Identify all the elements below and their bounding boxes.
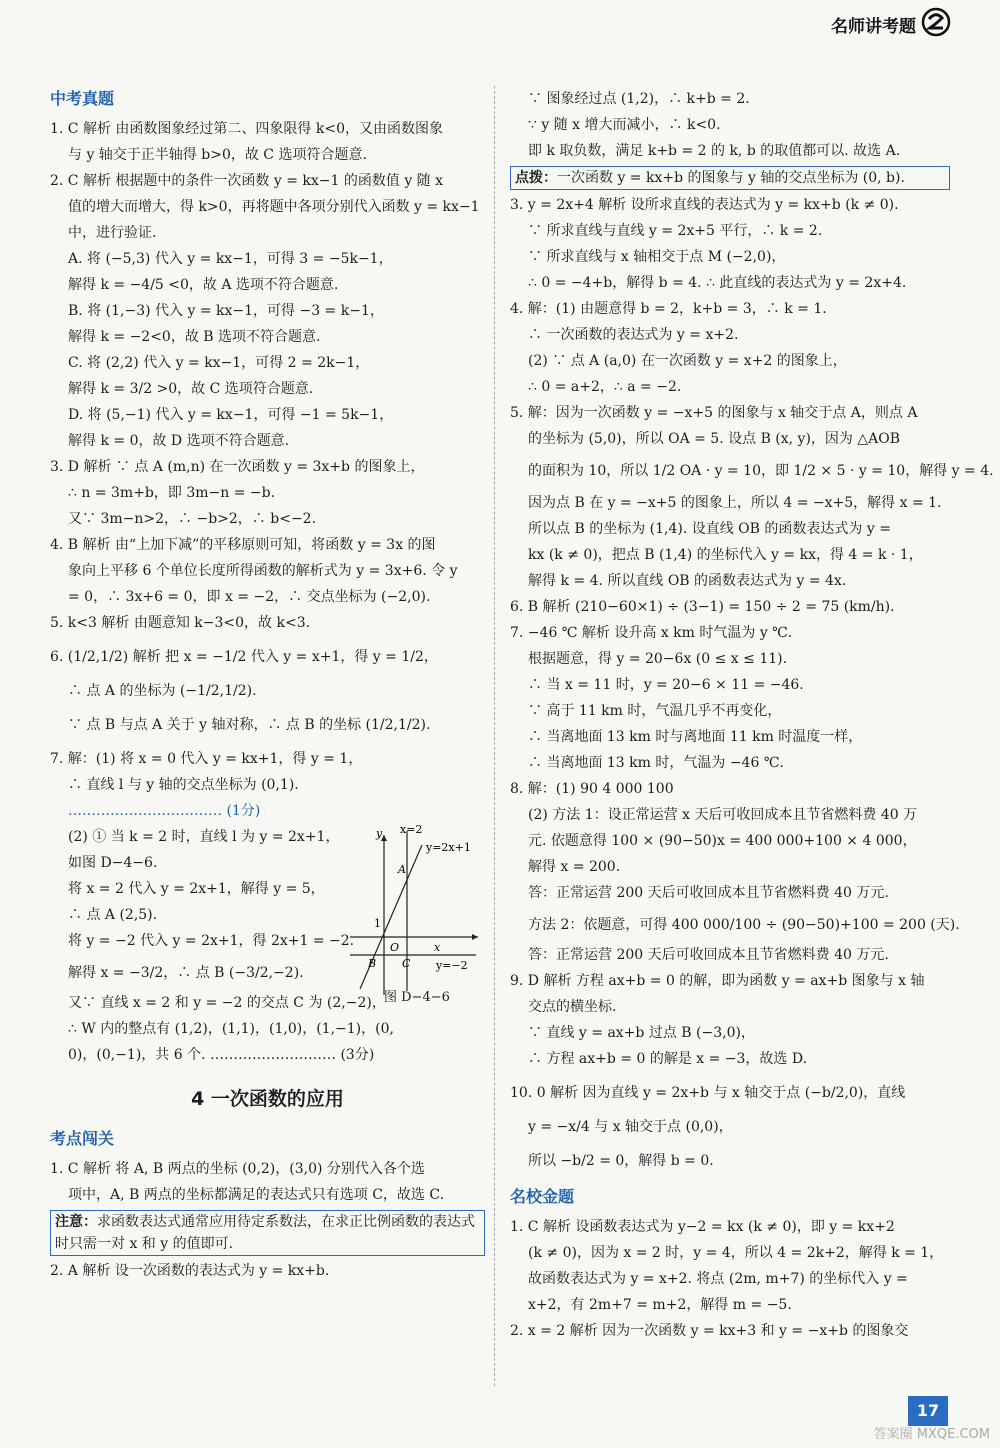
label-line: y=2x+1 bbox=[426, 841, 471, 854]
text-line: ∴ 当 x = 11 时，y = 20−6 × 11 = −46. bbox=[528, 677, 804, 693]
text-line: 又∵ 直线 x = 2 和 y = −2 的交点 C 为 (2,−2)， bbox=[68, 995, 386, 1011]
section-title-mingxiao: 名校金题 bbox=[510, 1187, 575, 1206]
text-line: ∴ 直线 l 与 y 轴的交点坐标为 (0,1). bbox=[68, 777, 299, 793]
text-line: 解得 k = 4. 所以直线 OB 的函数表达式为 y = 4x. bbox=[528, 573, 847, 589]
label-B: B bbox=[368, 957, 377, 970]
note-text: 求函数表达式通常应用待定系数法，在求正比例函数的表达式时只需一对 x 和 y 的值即可. bbox=[55, 1214, 475, 1252]
label-one: 1 bbox=[374, 917, 381, 930]
text-line: 所以点 B 的坐标为 (1,4). 设直线 OB 的函数表达式为 y = bbox=[528, 521, 891, 537]
text-line: ∵ y 随 x 增大而减小，∴ k<0. bbox=[528, 117, 721, 133]
text-line: kx (k ≠ 0)，把点 B (1,4) 的坐标代入 y = kx，得 4 = k · 1， bbox=[528, 547, 923, 563]
text-line: (2) ∵ 点 A (a,0) 在一次函数 y = x+2 的图象上， bbox=[528, 353, 847, 369]
text-line: 值的增大而增大，得 k>0，再将题中各项分别代入函数 y = kx−1 bbox=[68, 199, 480, 215]
text-line: 解得 k = −4/5 <0，故 A 选项不符合题意. bbox=[68, 277, 339, 293]
text-line: 又∵ 3m−n>2，∴ −b>2，∴ b<−2. bbox=[68, 511, 317, 527]
text-line: 解得 k = 3/2 >0，故 C 选项符合题意. bbox=[68, 381, 314, 397]
text-line: 将 y = −2 代入 y = 2x+1，得 2x+1 = −2. bbox=[68, 933, 355, 949]
text-line: 9. D 解析 方程 ax+b = 0 的解，即为函数 y = ax+b 图象与 x 轴 bbox=[510, 973, 925, 989]
text-line: (2) 方法 1：设正常运营 x 天后可收回成本且节省燃料费 40 万 bbox=[528, 807, 918, 823]
left-column bbox=[50, 86, 485, 1284]
text-line: ∴ 0 = −4+b，解得 b = 4. ∴ 此直线的表达式为 y = 2x+4. bbox=[528, 275, 907, 291]
text-line: 10. 0 解析 因为直线 y = 2x+b 与 x 轴交于点 (−b/2,0)，直线 bbox=[510, 1085, 906, 1101]
text-line: 解得 x = 200. bbox=[528, 859, 621, 875]
text-line: 象向上平移 6 个单位长度所得函数的解析式为 y = 3x+6. 令 y bbox=[68, 563, 458, 579]
text-line: 解得 x = −3/2，∴ 点 B (−3/2,−2). bbox=[68, 965, 304, 981]
figure-caption: 图 D−4−6 bbox=[384, 990, 450, 1005]
text-line: ∵ 所求直线与直线 y = 2x+5 平行，∴ k = 2. bbox=[528, 223, 823, 239]
brand-logo-icon bbox=[920, 6, 952, 38]
text-line: ∴ 点 A (2,5). bbox=[68, 907, 158, 923]
text-line: 如图 D−4−6. bbox=[68, 855, 158, 871]
label-C: C bbox=[402, 957, 411, 970]
text-line: C. 将 (2,2) 代入 y = kx−1，可得 2 = 2k−1， bbox=[68, 355, 370, 371]
text-line: ∵ 所求直线与 x 轴相交于点 M (−2,0)， bbox=[528, 249, 786, 265]
text-line: 的坐标为 (5,0)，所以 OA = 5. 设点 B (x, y)，因为 △AOB bbox=[528, 431, 901, 447]
text-line: A. 将 (−5,3) 代入 y = kx−1，可得 3 = −5k−1， bbox=[68, 251, 393, 267]
text-line: 5. 解：因为一次函数 y = −x+5 的图象与 x 轴交于点 A，则点 A bbox=[510, 405, 918, 421]
text-line: ∵ 直线 y = ax+b 过点 B (−3,0)， bbox=[528, 1025, 755, 1041]
text-line: ∵ 高于 11 km 时，气温几乎不再变化， bbox=[528, 703, 782, 719]
text-line: 的面积为 10，所以 1/2 OA · y = 10，即 1/2 × 5 · y = 10，解得 y = 4. bbox=[528, 463, 994, 479]
text-line: 因为点 B 在 y = −x+5 的图象上，所以 4 = −x+5，解得 x = 1. bbox=[528, 495, 942, 511]
text-line: x+2，有 2m+7 = m+2，解得 m = −5. bbox=[528, 1297, 792, 1313]
graph-figure bbox=[350, 810, 480, 1010]
label-x2: x=2 bbox=[400, 823, 423, 836]
label-ym2: y=−2 bbox=[436, 959, 468, 972]
tip-text: 一次函数 y = kx+b 的图象与 y 轴的交点坐标为 (0, b). bbox=[557, 170, 905, 186]
text-line: 交点的横坐标. bbox=[528, 999, 617, 1015]
text-line: 4. B 解析 由“上加下减”的平移原则可知，将函数 y = 3x 的图 bbox=[50, 537, 436, 553]
text-line: (2) ① 当 k = 2 时，直线 l 为 y = 2x+1， bbox=[68, 829, 340, 845]
text-line: 故函数表达式为 y = x+2. 将点 (2m, m+7) 的坐标代入 y = bbox=[528, 1271, 908, 1287]
text-line: = 0，∴ 3x+6 = 0，即 x = −2，∴ 交点坐标为 (−2,0). bbox=[68, 589, 431, 605]
right-column bbox=[510, 86, 994, 1344]
text-line: 4. 解：(1) 由题意得 b = 2，k+b = 3，∴ k = 1. bbox=[510, 301, 827, 317]
label-y: y bbox=[376, 827, 383, 840]
text-line: ∴ 当离地面 13 km 时，气温为 −46 ℃. bbox=[528, 755, 784, 771]
note-box bbox=[50, 1210, 485, 1256]
text-line: ∵ 图象经过点 (1,2)，∴ k+b = 2. bbox=[528, 91, 750, 107]
text-line: 3. D 解析 ∵ 点 A (m,n) 在一次函数 y = 3x+b 的图象上， bbox=[50, 459, 425, 475]
text-line: 1. C 解析 由函数图象经过第二、四象限得 k<0，又由函数图象 bbox=[50, 121, 443, 137]
tip-box bbox=[510, 166, 950, 190]
text-line: ∴ 点 A 的坐标为 (−1/2,1/2). bbox=[68, 683, 257, 699]
text-line: y = −x/4 与 x 轴交于点 (0,0)， bbox=[528, 1119, 733, 1135]
text-line: (k ≠ 0)，因为 x = 2 时，y = 4，所以 4 = 2k+2，解得 k = 1， bbox=[528, 1245, 944, 1261]
text-line: 2. C 解析 根据题中的条件一次函数 y = kx−1 的函数值 y 随 x bbox=[50, 173, 444, 189]
text-line: 解得 k = 0，故 D 选项不符合题意. bbox=[68, 433, 290, 449]
text-line: ∴ 0 = a+2，∴ a = −2. bbox=[528, 379, 682, 395]
text-line: 中，进行验证. bbox=[68, 225, 157, 241]
text-line: D. 将 (5,−1) 代入 y = kx−1，可得 −1 = 5k−1， bbox=[68, 407, 394, 423]
text-line: 所以 −b/2 = 0，解得 b = 0. bbox=[528, 1153, 714, 1169]
tip-label: 点拨： bbox=[515, 170, 557, 186]
label-O: O bbox=[390, 941, 400, 954]
text-line: 6. B 解析 (210−60×1) ÷ (3−1) = 150 ÷ 2 = 75 (km/h). bbox=[510, 599, 895, 615]
section-title-zhongkao: 中考真题 bbox=[50, 89, 115, 108]
text-line: 答：正常运营 200 天后可收回成本且节省燃料费 40 万元. bbox=[528, 885, 889, 901]
text-line: 与 y 轴交于正半轴得 b>0，故 C 选项符合题意. bbox=[68, 147, 367, 163]
page-number: 17 bbox=[908, 1396, 948, 1426]
watermark-text: 答案圈 MXQE.COM bbox=[873, 1427, 990, 1442]
text-line: 2. A 解析 设一次函数的表达式为 y = kx+b. bbox=[50, 1263, 330, 1279]
text-line: 6. (1/2,1/2) 解析 把 x = −1/2 代入 y = x+1，得 y = 1/2， bbox=[50, 649, 438, 665]
text-line: 8. 解：(1) 90 4 000 100 bbox=[510, 781, 674, 797]
text-line: ∴ 一次函数的表达式为 y = x+2. bbox=[528, 327, 739, 343]
text-line: 根据题意，得 y = 20−6x (0 ≤ x ≤ 11). bbox=[528, 651, 788, 667]
text-line: 解得 k = −2<0，故 B 选项不符合题意. bbox=[68, 329, 321, 345]
text-line: 即 k 取负数，满足 k+b = 2 的 k, b 的取值都可以. 故选 A. bbox=[528, 143, 901, 159]
score-line: …………………………… (1分) bbox=[68, 803, 261, 819]
text-line: B. 将 (1,−3) 代入 y = kx−1，可得 −3 = k−1， bbox=[68, 303, 384, 319]
text-line: 答：正常运营 200 天后可收回成本且节省燃料费 40 万元. bbox=[528, 947, 889, 963]
text-line: 7. −46 ℃ 解析 设升高 x km 时气温为 y ℃. bbox=[510, 625, 793, 641]
column-divider bbox=[494, 86, 495, 1386]
text-line: 方法 2：依题意，可得 400 000/100 ÷ (90−50)+100 = 200 (天). bbox=[528, 917, 960, 933]
section-title-kaodian: 考点闯关 bbox=[50, 1129, 115, 1148]
text-line: 元. 依题意得 100 × (90−50)x = 400 000+100 × 4 000， bbox=[528, 833, 917, 849]
label-x: x bbox=[434, 941, 441, 954]
text-line: 将 x = 2 代入 y = 2x+1，解得 y = 5， bbox=[68, 881, 325, 897]
text-line: 3. y = 2x+4 解析 设所求直线的表达式为 y = kx+b (k ≠ 0). bbox=[510, 197, 899, 213]
text-line: ∴ n = 3m+b，即 3m−n = −b. bbox=[68, 485, 276, 501]
text-line: 0)，(0,−1)，共 6 个. ……………………… (3分) bbox=[68, 1047, 375, 1063]
text-line: ∵ 点 B 与点 A 关于 y 轴对称，∴ 点 B 的坐标 (1/2,1/2). bbox=[68, 717, 431, 733]
text-line: 7. 解：(1) 将 x = 0 代入 y = kx+1，得 y = 1， bbox=[50, 751, 363, 767]
text-line: 1. C 解析 设函数表达式为 y−2 = kx (k ≠ 0)，即 y = kx+2 bbox=[510, 1219, 895, 1235]
text-line: ∴ W 内的整点有 (1,2)，(1,1)，(1,0)，(1,−1)，(0, bbox=[68, 1021, 394, 1037]
text-line: 2. x = 2 解析 因为一次函数 y = kx+3 和 y = −x+b 的图象交 bbox=[510, 1323, 909, 1339]
chapter-title: 4 一次函数的应用 bbox=[191, 1088, 344, 1110]
note-label: 注意： bbox=[55, 1214, 97, 1230]
text-line: 项中，A, B 两点的坐标都满足的表达式只有选项 C，故选 C. bbox=[68, 1187, 445, 1203]
label-A: A bbox=[398, 863, 406, 876]
text-line: ∴ 方程 ax+b = 0 的解是 x = −3，故选 D. bbox=[528, 1051, 808, 1067]
text-line: ∴ 当离地面 13 km 时与离地面 11 km 时温度一样， bbox=[528, 729, 863, 745]
text-line: 5. k<3 解析 由题意知 k−3<0，故 k<3. bbox=[50, 615, 311, 631]
text-line: 1. C 解析 将 A, B 两点的坐标 (0,2)，(3,0) 分别代入各个选 bbox=[50, 1161, 425, 1177]
header-title: 名师讲考题 bbox=[831, 17, 916, 37]
